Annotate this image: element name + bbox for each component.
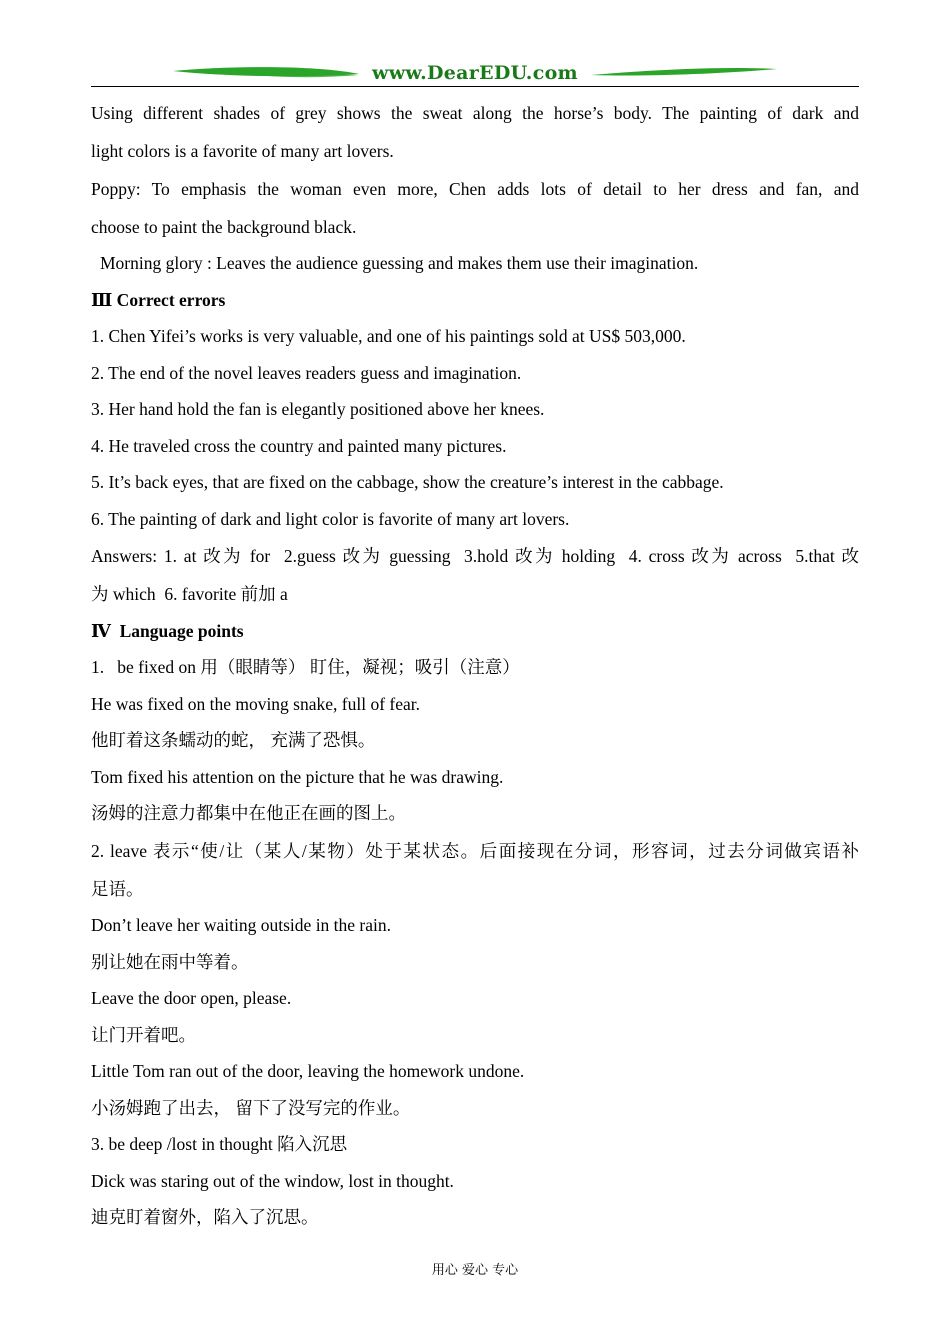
- text-line: 汤姆的注意力都集中在他正在画的图上。: [91, 803, 406, 823]
- text-line: 别让她在雨中等着。: [91, 951, 249, 972]
- text-line: Don’t leave her waiting outside in the rain.: [91, 915, 392, 935]
- text-line: 6. The painting of dark and light color is favorite of many art lovers.: [91, 508, 570, 529]
- text-line: 迪克盯着窗外，陷入了沉思。: [91, 1207, 319, 1227]
- section-heading: Ⅳ Language points: [91, 620, 244, 641]
- site-name: www.DearEDU.com: [372, 62, 578, 84]
- text-line: 3. be deep /lost in thought 陷入沉思: [91, 1134, 348, 1154]
- text-line: 小汤姆跑了出去， 留下了没写完的作业。: [91, 1097, 411, 1118]
- text-line: Leave the door open, please.: [91, 988, 292, 1008]
- text-line: choose to paint the background black.: [91, 216, 357, 237]
- document-body: [91, 94, 859, 1236]
- section-heading: Ⅲ Correct errors: [91, 289, 226, 310]
- text-line: Little Tom ran out of the door, leaving the homework undone.: [91, 1061, 525, 1081]
- page-footer: 用心 爱心 专心: [431, 1263, 519, 1278]
- text-line: 让门开着吧。: [91, 1024, 196, 1045]
- text-line: He was fixed on the moving snake, full of fear.: [91, 693, 421, 714]
- text-line: 3. Her hand hold the fan is elegantly positioned above her knees.: [91, 399, 545, 419]
- text-line: 4. He traveled cross the country and painted many pictures.: [91, 435, 507, 456]
- text-line: 1. Chen Yifei’s works is very valuable, and one of his paintings sold at US$ 503,000.: [91, 326, 686, 346]
- text-line: 他盯着这条蠕动的蛇， 充满了恐惧。: [91, 730, 376, 750]
- text-line: 为 which 6. favorite 前加 a: [91, 584, 288, 604]
- text-line: 足语。: [91, 878, 144, 899]
- text-line: Tom fixed his attention on the picture that he was drawing.: [91, 766, 504, 787]
- text-line: Dick was staring out of the window, lost in thought.: [91, 1170, 454, 1191]
- text-line: Using different shades of grey shows the sweat along the horse’s body. The painting of dark and: [91, 103, 859, 123]
- text-line: Answers: 1. at 改为 for 2.guess 改为 guessing 3.hold 改为 holding 4. cross 改为 across 5.that 改: [91, 546, 859, 566]
- text-line: Morning glory : Leaves the audience guessing and makes them use their imagination.: [100, 253, 699, 273]
- text-line: light colors is a favorite of many art lovers.: [91, 141, 394, 161]
- text-line: 1. be fixed on 用（眼睛等） 盯住，凝视；吸引（注意）: [91, 657, 520, 677]
- text-line: 5. It’s back eyes, that are fixed on the cabbage, show the creature’s interest in the cabbage.: [91, 472, 724, 492]
- text-line: 2. leave 表示“使/让（某人/某物）处于某状态。后面接现在分词，形容词，过去分词做宾语补: [91, 840, 859, 861]
- header-rule: [91, 86, 859, 87]
- page-header: [91, 58, 859, 90]
- text-line: 2. The end of the novel leaves readers guess and imagination.: [91, 362, 522, 383]
- text-line: Poppy: To emphasis the woman even more, Chen adds lots of detail to her dress and fan, and: [91, 178, 859, 199]
